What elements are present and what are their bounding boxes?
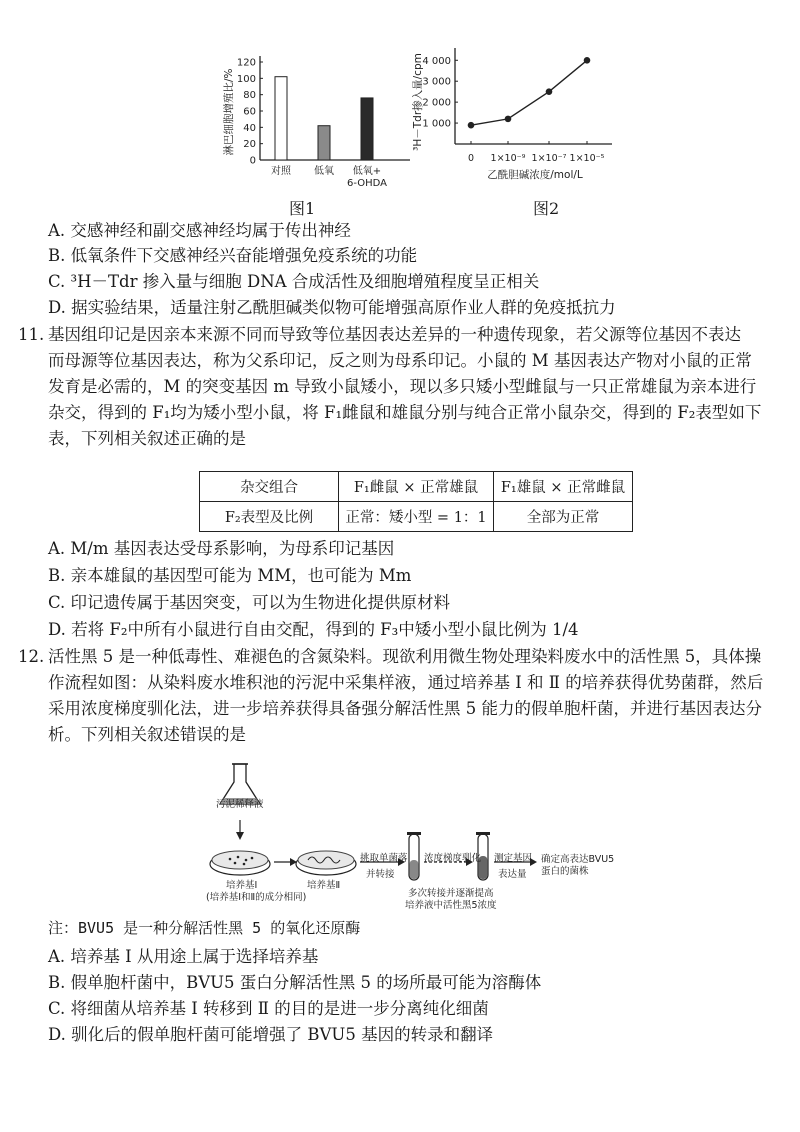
q12-stem-line: 采用浓度梯度驯化法，进一步培养获得具备强分解活性黑 5 能力的假单胞杆菌，并进行基因表达分 [48, 699, 762, 718]
q12-stem-line: 作流程如图：从染料废水堆积池的污泥中采集样液，通过培养基 Ⅰ 和 Ⅱ 的培养获得优势菌群，然后 [48, 673, 764, 692]
y-tick-label: 120 [236, 57, 256, 69]
petri-dish-2 [296, 851, 356, 875]
data-point [468, 122, 475, 129]
y-tick-label: 1 000 [422, 118, 451, 130]
series-line [471, 60, 587, 125]
flask-label: 污泥稀释液 [216, 799, 264, 810]
q12-option-c: C. 将细菌从培养基 Ⅰ 转移到 Ⅱ 的目的是进一步分离纯化细菌 [48, 999, 489, 1018]
q11-option-d: D. 若将 F₂中所有小鼠进行自由交配，得到的 F₃中矮小型小鼠比例为 1/4 [48, 620, 579, 639]
step4b-label: 蛋白的菌株 [541, 866, 589, 877]
figure2-caption: 图2 [533, 199, 560, 218]
test-tube-1 [407, 832, 421, 880]
step4-label: 确定高表达BVU5 [541, 854, 615, 865]
x-tick-label: 1×10⁻⁵ [569, 153, 605, 164]
y-tick-label: 4 000 [422, 55, 451, 67]
y-axis-label: 淋巴细胞增殖比/% [223, 68, 235, 156]
medium1-label: 培养基Ⅰ [226, 880, 258, 891]
q11-stem-line: 基因组印记是因亲本来源不同而导致等位基因表达差异的一种遗传现象，若父源等位基因不表达 [48, 325, 741, 344]
y-axis-label: ³H－Tdr掺入量/cpm [412, 53, 424, 151]
q10-option-c: C. ³H－Tdr 掺入量与细胞 DNA 合成活性及细胞增殖程度呈正相关 [48, 272, 540, 291]
q11-option-c: C. 印记遗传属于基因突变，可以为生物进化提供原材料 [48, 593, 451, 612]
y-tick-label: 40 [243, 122, 256, 134]
step3-label: 测定基因 [494, 853, 533, 864]
x-axis-label: 乙酰胆碱浓度/mol/L [487, 169, 583, 181]
step1b-label: 并转接 [366, 869, 395, 880]
x-tick-label: 1×10⁻⁷ [531, 153, 567, 164]
q10-option-b: B. 低氧条件下交感神经兴奋能增强免疫系统的功能 [48, 246, 418, 265]
petri-dish-1 [210, 851, 270, 875]
table-row [200, 472, 633, 502]
table-cell: 杂交组合 [200, 472, 339, 502]
q12-stem-line: 析。下列相关叙述错误的是 [48, 725, 246, 744]
table-row [200, 502, 633, 532]
q10-option-a: A. 交感神经和副交感神经均属于传出神经 [48, 221, 351, 240]
x-tick-label: 低氧 [314, 166, 334, 177]
y-tick-label: 60 [243, 106, 256, 118]
medium1-note: (培养基Ⅰ和Ⅱ的成分相同) [206, 892, 307, 903]
x-tick-label: 1×10⁻⁹ [490, 153, 526, 164]
figure1-caption: 图1 [289, 199, 316, 218]
y-tick-label: 80 [243, 90, 256, 102]
x-tick-label: 0 [467, 153, 475, 164]
step2-note: 多次转接并逐渐提高 [408, 888, 494, 899]
data-point [505, 116, 512, 123]
arrow-head [236, 832, 244, 840]
step2-label: 浓度梯度驯化 [424, 853, 482, 864]
x-tick-label: 对照 [271, 166, 291, 177]
q11-option-b: B. 亲本雄鼠的基因型可能为 MM，也可能为 Mm [48, 566, 412, 585]
x-tick-label: 低氧+ [352, 166, 382, 177]
table-cell: 全部为正常 [494, 502, 633, 532]
medium2-label: 培养基Ⅱ [307, 880, 341, 891]
q12-option-d: D. 驯化后的假单胞杆菌可能增强了 BVU5 基因的转录和翻译 [48, 1025, 494, 1044]
data-point [584, 57, 591, 64]
q12-option-a: A. 培养基 Ⅰ 从用途上属于选择培养基 [48, 947, 319, 966]
table-cell: F₁雌鼠 × 正常雄鼠 [339, 472, 494, 502]
q12-number: 12. [18, 647, 45, 666]
q12-stem-line: 活性黑 5 是一种低毒性、难褪色的含氮染料。现欲利用微生物处理染料废水中的活性黑 5，具体操 [48, 647, 762, 666]
y-tick-label: 100 [236, 73, 256, 85]
y-tick-label: 20 [243, 139, 256, 151]
q11-stem-line: 而母源等位基因表达，称为父系印记，反之则为母系印记。小鼠的 M 基因表达产物对小鼠的正常 [48, 351, 752, 370]
q11-number: 11. [18, 325, 45, 344]
x-tick-label: 6-OHDA [346, 178, 388, 189]
cross-table [199, 471, 633, 532]
q11-stem-line: 发育是必需的，M 的突变基因 m 导致小鼠矮小，现以多只矮小型雌鼠与一只正常雄鼠为亲本进行 [48, 377, 757, 396]
y-tick-label: 2 000 [422, 97, 451, 109]
data-point [546, 88, 553, 95]
table-cell: F₁雄鼠 × 正常雌鼠 [494, 472, 633, 502]
figure1-bar-chart [215, 40, 415, 200]
q10-option-d: D. 据实验结果，适量注射乙酰胆碱类似物可能增强高原作业人群的免疫抵抗力 [48, 298, 616, 317]
table-cell: 正常：矮小型 = 1：1 [339, 502, 494, 532]
q11-stem-line: 杂交，得到的 F₁均为矮小型小鼠，将 F₁雌鼠和雄鼠分别与纯合正常小鼠杂交，得到的 F₂表型如下 [48, 403, 762, 422]
bar [275, 77, 287, 160]
y-tick-label: 3 000 [422, 76, 451, 88]
bar [361, 98, 373, 160]
table-cell: F₂表型及比例 [200, 502, 339, 532]
y-tick-label: 0 [249, 155, 256, 167]
step2-note: 培养液中活性黑5浓度 [405, 900, 497, 911]
figure2-line-chart [407, 40, 632, 200]
q11-stem-line: 表，下列相关叙述正确的是 [48, 429, 246, 448]
step3b-label: 表达量 [498, 869, 527, 880]
q12-note: 注：BVU5 是一种分解活性黑 5 的氧化还原酶 [48, 919, 361, 937]
q12-option-b: B. 假单胞杆菌中，BVU5 蛋白分解活性黑 5 的场所最可能为溶酶体 [48, 973, 542, 992]
step1-label: 挑取单菌落 [360, 853, 408, 864]
bar [318, 126, 330, 160]
q11-option-a: A. M/m 基因表达受母系影响，为母系印记基因 [48, 539, 395, 558]
